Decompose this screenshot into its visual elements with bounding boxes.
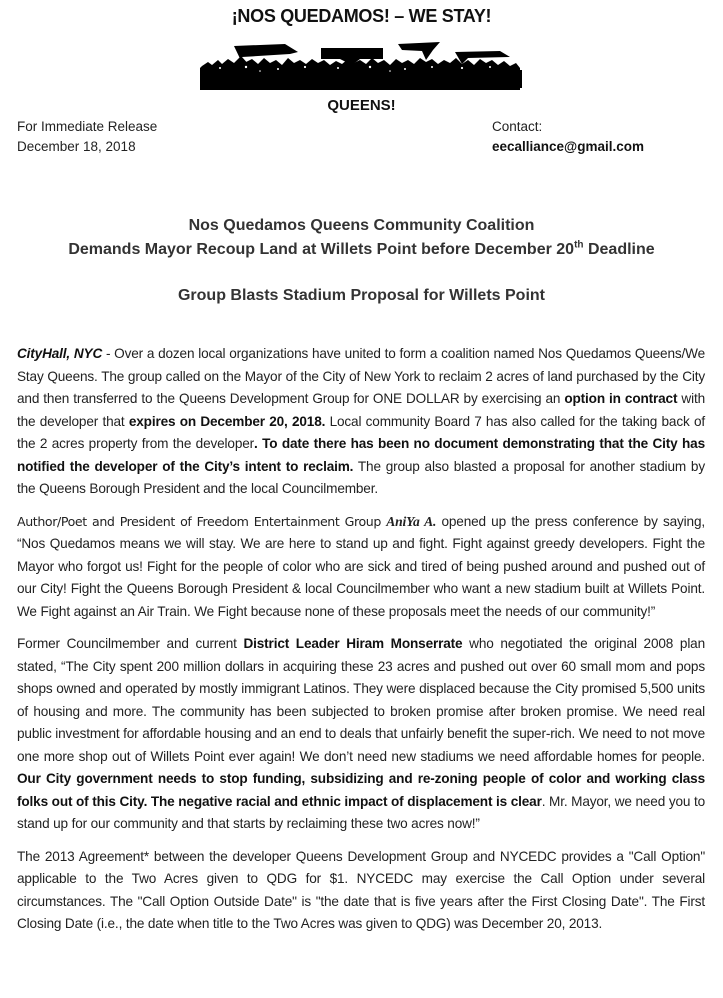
paragraph-4 (17, 846, 705, 936)
p1-bold-2: expires on December 20, 2018. (128, 413, 326, 429)
document-title: ¡NOS QUEDAMOS! – WE STAY! (231, 6, 492, 26)
article-body (17, 343, 705, 946)
p4-text: The 2013 Agreement* between the developer Queens Development Group and NYCEDC provides a "Call Option" applicable to the Two Acres given to QDG for $1. NYCEDC may exercise the Call Option under several circumstances. The "Call Option Outside Date" is "the date that is five years after the First Closing Date". The First Closing Date (i.e., the date when title to the Two Acres was given to QDG) was December 20, 2013. (17, 848, 705, 931)
release-label: For Immediate Release (17, 119, 158, 134)
p2-text: opened up the press conference by saying, “Nos Quedamos means we will stay. We are here to stand up and fight. Fight against greedy developers. Fight the Mayor who forgot us! Fight for the people of color who are sick and tired of being pushed around and pushed out of our City! Fight the Queens Borough President & local Councilmember who want a new stadium built at Willets Point. We Fight against an Air Train. We Fight because none of these proposals meet the needs of our community!” (17, 513, 705, 619)
speaker-name: AniYa A. (386, 513, 437, 529)
p3-text-2: who negotiated the original 2008 plan stated, “The City spent 200 million dollars in acquiring these 23 acres and pushed out over 60 small mom and pops shops owned and operated by mostly immigrant Latinos. They were displaced because the City promised 5,500 units of housing and more. The community has been subjected to broken promise after broken promise. We need real public investment for affordable housing and an end to deals that unfairly benefit the super-rich. We need to not move one more shop out of Willets Point ever again! We don’t need new stadiums we need affordable homes for people. (17, 636, 706, 764)
contact-email-link[interactable]: eecalliance@gmail.com (492, 139, 644, 154)
paragraph-1 (17, 343, 705, 501)
p2-lead: Author/Poet and President of Freedom Entertainment Group (17, 513, 387, 529)
location-heading: QUEENS! (327, 97, 396, 114)
contact-label: Contact: (492, 119, 543, 134)
contact-info (492, 117, 644, 157)
headline-line-2-text: Demands Mayor Recoup Land at Willets Point before December 20 (68, 241, 575, 258)
release-date: December 18, 2018 (17, 139, 136, 154)
ordinal-suffix: th (574, 239, 584, 251)
release-info (17, 117, 157, 157)
p1-bold-3: . To date there has been no document demonstrating that the City has notified the developer of the City’s intent to reclaim. (17, 436, 706, 474)
headline (0, 214, 723, 262)
headline-line-2 (0, 238, 723, 262)
p3-text-1: Former Councilmember and current (17, 636, 244, 651)
protest-crowd-silhouette-icon (200, 40, 522, 90)
headline-line-1: Nos Quedamos Queens Community Coalition (188, 217, 535, 234)
p1-text-1: - Over a dozen local organizations have united to form a coalition named Nos Quedamos Queens/We Stay Queens. The group called on the Mayor of the City of New York to reclaim 2 acres of land purchased by the City and then transferred to the Queens Development Group for ONE DOLLAR by exercising an (17, 346, 705, 406)
headline-line-2-end: Deadline (583, 241, 655, 258)
p1-text-3: Local community Board 7 has also called for the taking back of the 2 acres property from the developer (17, 413, 705, 451)
p3-speaker: District Leader Hiram Monserrate (243, 636, 463, 651)
p1-bold-1: option in contract (564, 391, 678, 406)
dateline: CityHall, NYC (17, 346, 103, 361)
paragraph-2 (17, 511, 705, 624)
p3-text-3: . Mr. Mayor, we need you to stand up for our community and that starts by reclaiming these two acres now!” (17, 793, 706, 831)
p3-bold-statement: Our City government needs to stop funding, subsidizing and re-zoning people of color and working class folks out of this City. The negative racial and ethnic impact of displacement is clear (17, 771, 705, 809)
p1-text-2: with the developer that (17, 391, 705, 429)
subheadline: Group Blasts Stadium Proposal for Willets Point (177, 287, 545, 304)
p1-text-4: The group also blasted a proposal for another stadium by the Queens Borough President and the local Councilmember. (17, 458, 705, 496)
paragraph-3 (17, 633, 705, 836)
